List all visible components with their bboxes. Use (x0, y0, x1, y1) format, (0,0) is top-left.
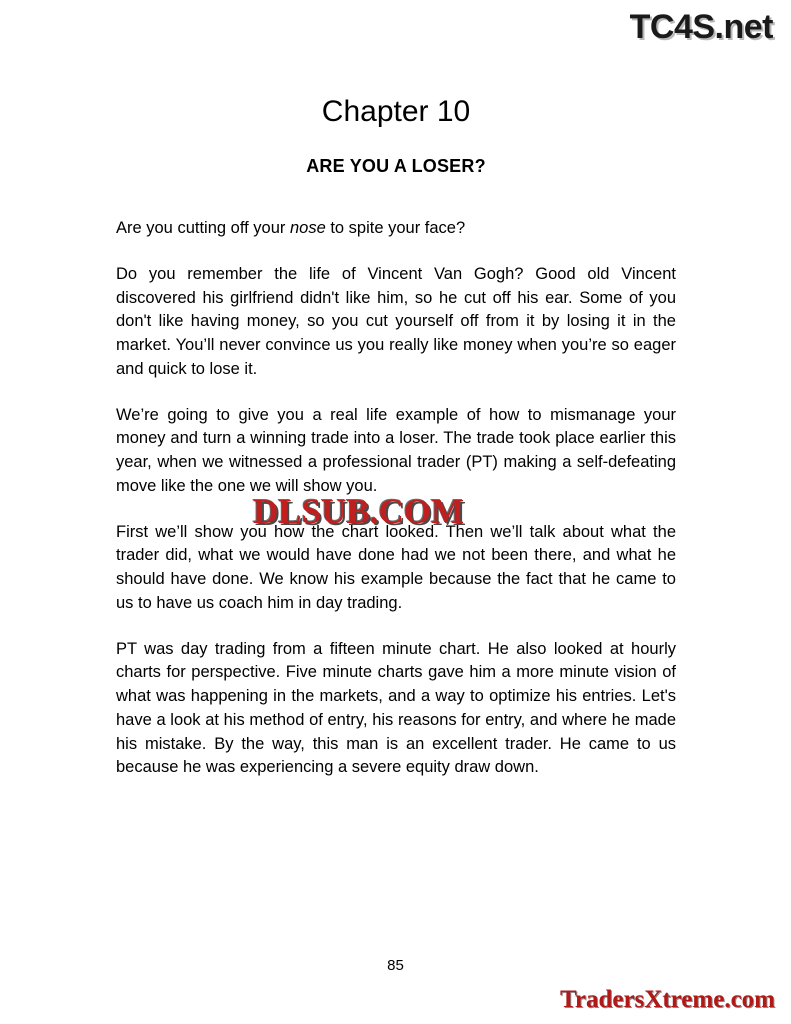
paragraph-4: First we’ll show you how the chart looked. Then we’ll talk about what the trader did, what we would have done had we not been there, and what he should have done. We know his example because the fact that he came to us to have us coach him in day trading. (116, 522, 676, 612)
paragraph-1-part-1: Are you cutting off your (116, 219, 290, 237)
paragraph-1-emphasis: nose (289, 219, 326, 237)
paragraph-2: Do you remember the life of Vincent Van Gogh? Good old Vincent discovered his girlfriend didn't like him, so he cut off his ear. Some of you don't like having money, so you cut yourself off from it by losing it in the market. You’ll never convince us you really like money when you’re so eager and quick to lose it. (116, 264, 676, 378)
chapter-title: Chapter 10 (321, 95, 471, 128)
watermark-top-right: TC4S.net (629, 8, 773, 46)
chapter-subtitle: ARE YOU A LOSER? (306, 156, 486, 176)
page-content (116, 0, 676, 780)
watermark-bottom-right: TradersXtreme.com (560, 986, 775, 1013)
page-number: 85 (387, 957, 404, 974)
watermark-center: DLSUB.COM (253, 492, 464, 531)
paragraph-1-part-3: to spite your face? (325, 219, 466, 237)
paragraph-3: We’re going to give you a real life example of how to mismanage your money and turn a winning trade into a loser. The trade took place earlier this year, when we witnessed a professional trader (PT) making a self-defeating move like the one we will show you. (116, 405, 676, 495)
paragraph-1 (116, 177, 676, 241)
paragraph-5: PT was day trading from a fifteen minute chart. He also looked at hourly charts for perspective. Five minute charts gave him a more minute vision of what was happening in the markets, and a way to optimize his entries. Let's have a look at his method of entry, his reasons for entry, and where he made his mistake. By the way, this man is an excellent trader. He came to us because he was experiencing a severe equity draw down. (116, 639, 676, 777)
